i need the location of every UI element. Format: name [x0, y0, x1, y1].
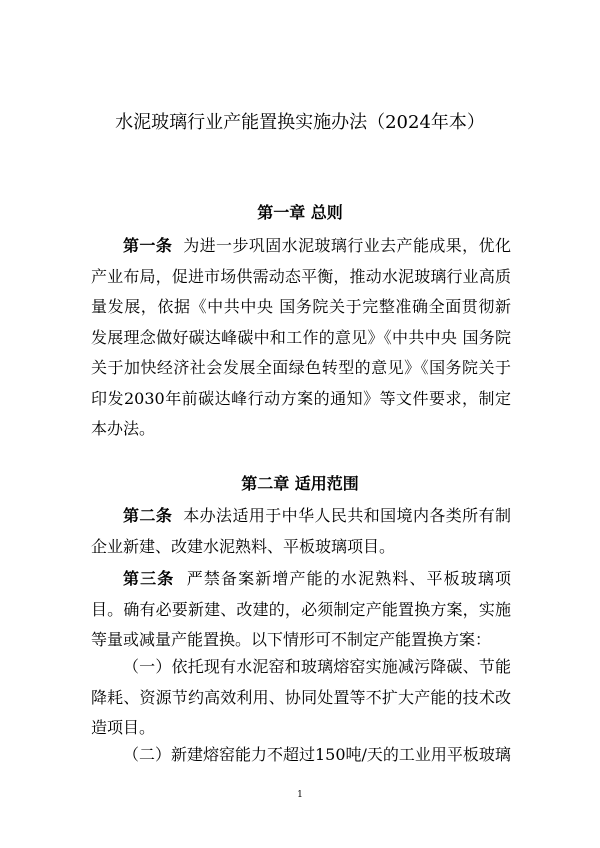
article-3-text: 严禁备案新增产能的水泥熟料、平板玻璃项目。确有必要新建、改建的，必须制定产能置换方案，实施等量或减量产能置换。以下情形可不制定产能置换方案： [91, 569, 511, 649]
article-2-paragraph [91, 501, 511, 562]
document-title: 水泥玻璃行业产能置换实施办法（2024年本） [115, 112, 485, 133]
article-2 [91, 501, 511, 562]
chapter-2-heading: 第二章 适用范围 [241, 474, 359, 493]
chapter-1-heading: 第一章 总则 [257, 203, 343, 222]
article-2-text: 本办法适用于中华人民共和国境内各类所有制企业新建、改建水泥熟料、平板玻璃项目。 [91, 506, 511, 556]
article-3 [91, 564, 511, 656]
article-2-label: 第二条 [123, 506, 173, 525]
article-3-paragraph [91, 564, 511, 656]
article-1 [91, 231, 511, 445]
article-1-text: 为进一步巩固水泥玻璃行业去产能成果，优化产业布局，促进市场供需动态平衡，推动水泥玻璃行业高质量发展，依据《中共中央 国务院关于完整准确全面贯彻新发展理念做好碳达峰碳中和工作的意见》《中共中央 国务院关于加快经济社会发展全面绿色转型的意见》《国务院关于印发2030年前碳达峰行动方案的通知》等文件要求，制定本办法。 [91, 236, 511, 438]
article-3-label: 第三条 [123, 569, 175, 588]
article-1-paragraph [91, 231, 511, 445]
item-1-text: （一）依托现有水泥窑和玻璃熔窑实施减污降碳、节能降耗、资源节约高效利用、协同处置等不扩大产能的技术改造项目。 [91, 657, 511, 737]
item-2-text: （二）新建熔窑能力不超过150吨/天的工业用平板玻璃 [123, 745, 511, 764]
article-1-label: 第一条 [123, 236, 173, 255]
article-3-item-2 [91, 740, 511, 771]
article-3-item-1 [91, 652, 511, 744]
page-number: 1 [297, 790, 303, 800]
